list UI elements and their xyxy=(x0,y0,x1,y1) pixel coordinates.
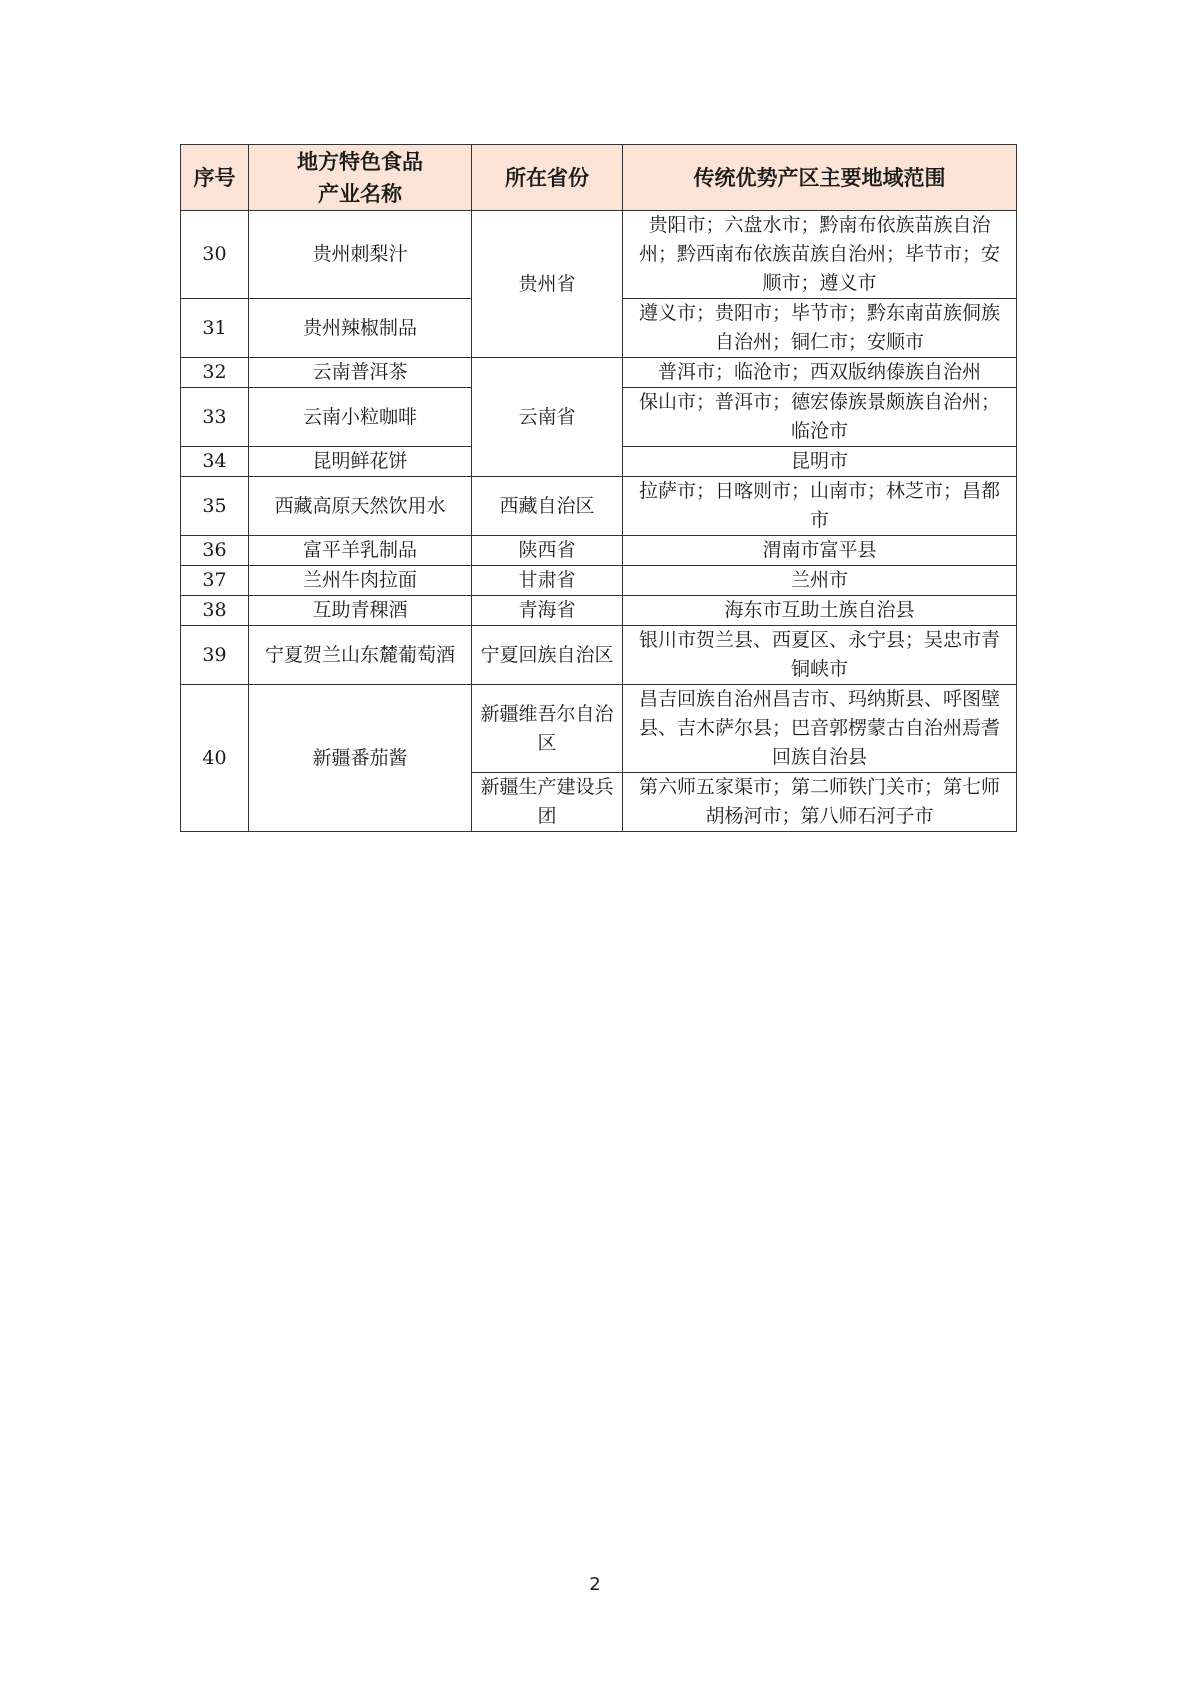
cell-region: 兰州市 xyxy=(623,566,1017,596)
cell-province: 新疆生产建设兵团 xyxy=(472,773,623,832)
cell-seq: 37 xyxy=(181,566,249,596)
cell-province: 云南省 xyxy=(472,358,623,477)
cell-region: 渭南市富平县 xyxy=(623,536,1017,566)
cell-region: 银川市贺兰县、西夏区、永宁县；吴忠市青铜峡市 xyxy=(623,626,1017,685)
header-province: 所在省份 xyxy=(472,145,623,211)
cell-region: 保山市；普洱市；德宏傣族景颇族自治州；临沧市 xyxy=(623,388,1017,447)
cell-region: 普洱市；临沧市；西双版纳傣族自治州 xyxy=(623,358,1017,388)
table-row xyxy=(181,211,1017,299)
table-row xyxy=(181,596,1017,626)
table-row xyxy=(181,626,1017,685)
table-row xyxy=(181,536,1017,566)
cell-name: 贵州刺梨汁 xyxy=(249,211,472,299)
header-row xyxy=(181,145,1017,211)
cell-seq: 33 xyxy=(181,388,249,447)
cell-region: 贵阳市；六盘水市；黔南布依族苗族自治州；黔西南布依族苗族自治州；毕节市；安顺市；遵义市 xyxy=(623,211,1017,299)
cell-seq: 32 xyxy=(181,358,249,388)
table-row xyxy=(181,358,1017,388)
cell-province: 甘肃省 xyxy=(472,566,623,596)
cell-name: 互助青稞酒 xyxy=(249,596,472,626)
region-table xyxy=(180,144,1017,832)
cell-province: 新疆维吾尔自治区 xyxy=(472,685,623,773)
cell-name: 宁夏贺兰山东麓葡萄酒 xyxy=(249,626,472,685)
cell-name: 云南普洱茶 xyxy=(249,358,472,388)
cell-province: 贵州省 xyxy=(472,211,623,358)
cell-seq: 30 xyxy=(181,211,249,299)
cell-name: 富平羊乳制品 xyxy=(249,536,472,566)
page-number: 2 xyxy=(589,1574,601,1595)
table-row xyxy=(181,566,1017,596)
cell-province: 宁夏回族自治区 xyxy=(472,626,623,685)
header-seq: 序号 xyxy=(181,145,249,211)
cell-region: 遵义市；贵阳市；毕节市；黔东南苗族侗族自治州；铜仁市；安顺市 xyxy=(623,299,1017,358)
cell-name: 西藏高原天然饮用水 xyxy=(249,477,472,536)
cell-region: 昌吉回族自治州昌吉市、玛纳斯县、呼图壁县、吉木萨尔县；巴音郭楞蒙古自治州焉耆回族自治县 xyxy=(623,685,1017,773)
cell-seq: 40 xyxy=(181,685,249,832)
header-region: 传统优势产区主要地域范围 xyxy=(623,145,1017,211)
cell-province: 青海省 xyxy=(472,596,623,626)
cell-seq: 39 xyxy=(181,626,249,685)
table-row xyxy=(181,685,1017,773)
cell-region: 昆明市 xyxy=(623,447,1017,477)
cell-seq: 34 xyxy=(181,447,249,477)
cell-province: 陕西省 xyxy=(472,536,623,566)
cell-seq: 31 xyxy=(181,299,249,358)
cell-province: 西藏自治区 xyxy=(472,477,623,536)
cell-region: 拉萨市；日喀则市；山南市；林芝市；昌都市 xyxy=(623,477,1017,536)
cell-seq: 35 xyxy=(181,477,249,536)
header-name: 地方特色食品 产业名称 xyxy=(249,145,472,211)
cell-region: 海东市互助土族自治县 xyxy=(623,596,1017,626)
cell-name: 贵州辣椒制品 xyxy=(249,299,472,358)
cell-name: 兰州牛肉拉面 xyxy=(249,566,472,596)
cell-name: 新疆番茄酱 xyxy=(249,685,472,832)
cell-region: 第六师五家渠市；第二师铁门关市；第七师胡杨河市；第八师石河子市 xyxy=(623,773,1017,832)
cell-name: 云南小粒咖啡 xyxy=(249,388,472,447)
cell-seq: 36 xyxy=(181,536,249,566)
cell-seq: 38 xyxy=(181,596,249,626)
cell-name: 昆明鲜花饼 xyxy=(249,447,472,477)
table-row xyxy=(181,477,1017,536)
